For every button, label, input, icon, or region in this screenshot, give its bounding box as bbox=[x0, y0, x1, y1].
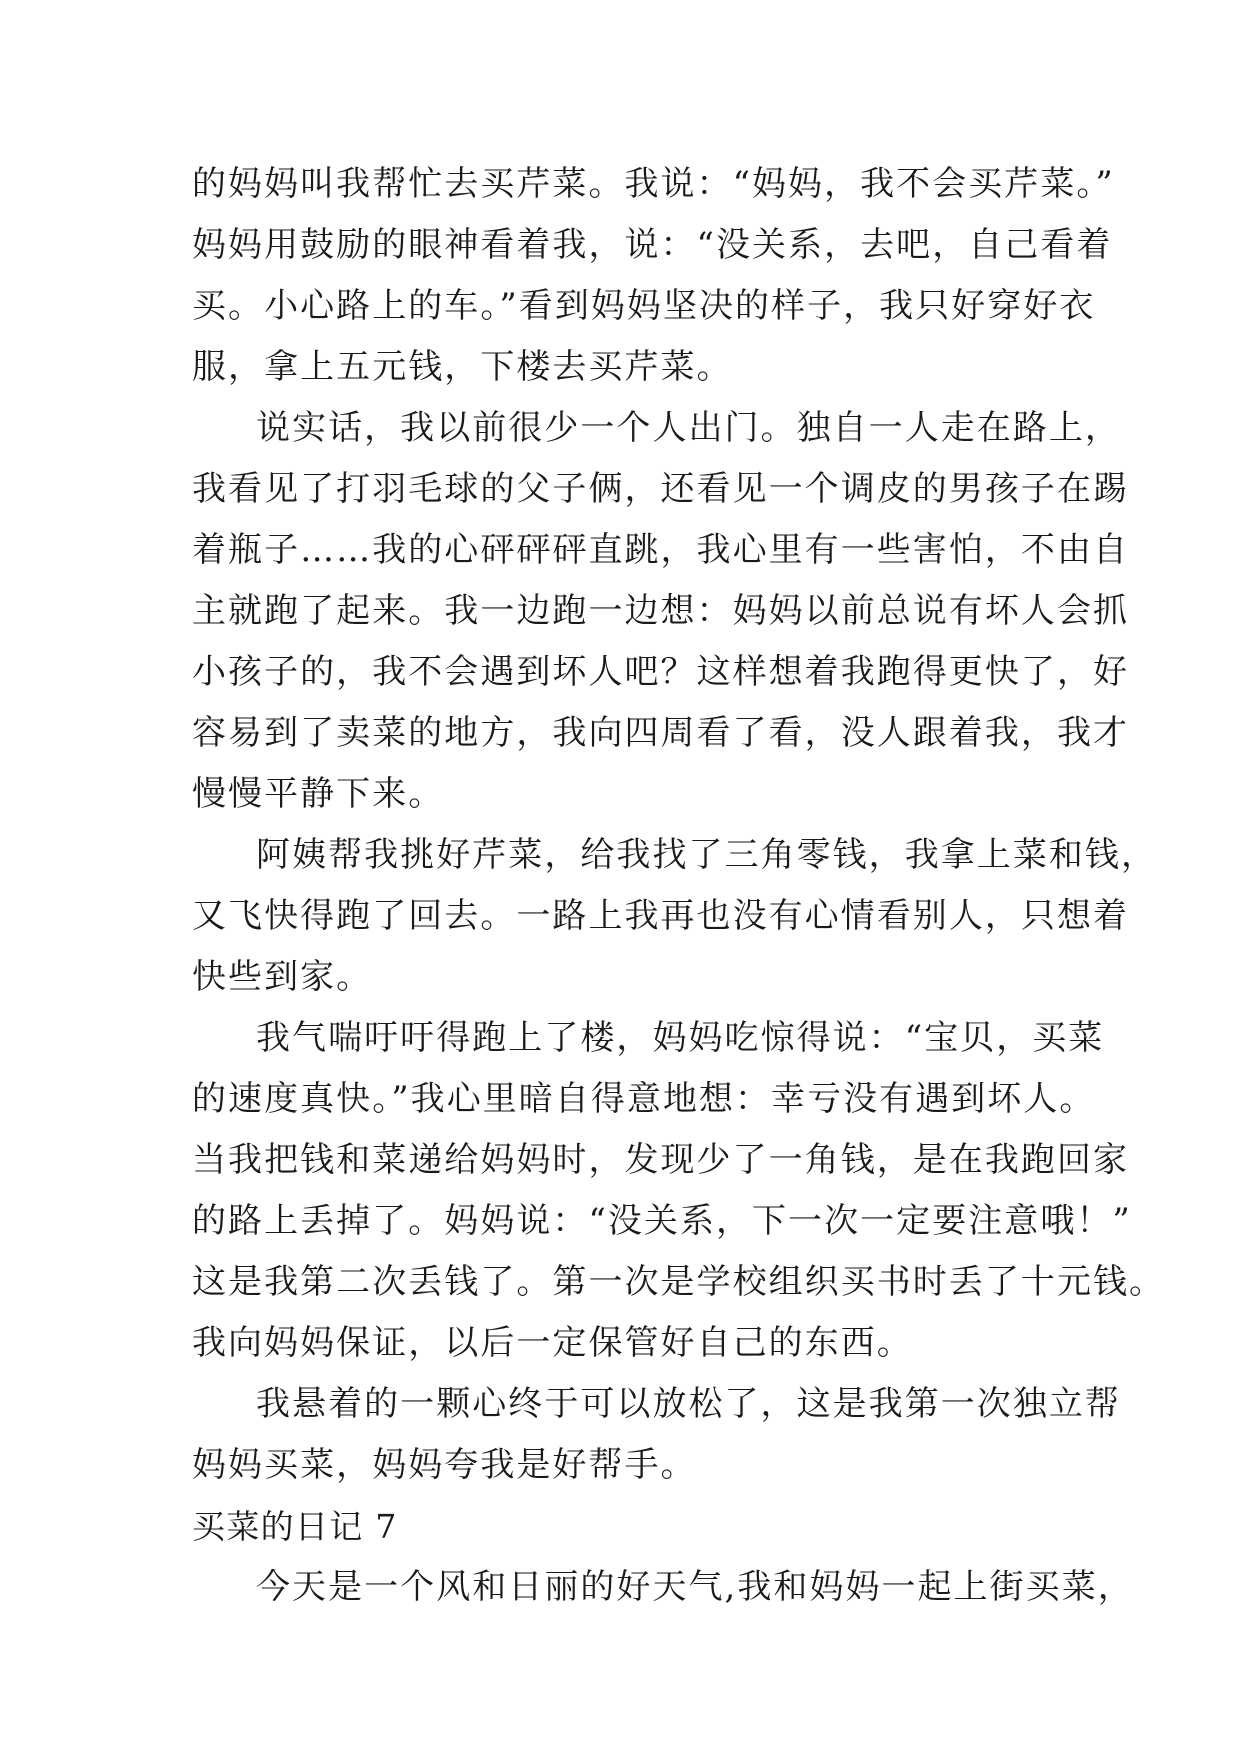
paragraph-first-line: 说实话，我以前很少一个人出门。独自一人走在路上， bbox=[256, 408, 1121, 448]
text-line: 的速度真快。”我心里暗自得意地想：幸亏没有遇到坏人。 bbox=[192, 1079, 1096, 1119]
paragraph-first-line: 阿姨帮我挑好芹菜，给我找了三角零钱，我拿上菜和钱， bbox=[256, 835, 1157, 875]
text-line: 快些到家。 bbox=[192, 957, 373, 997]
text-line: 的路上丢掉了。妈妈说：“没关系，下一次一定要注意哦！” bbox=[192, 1201, 1132, 1241]
paragraph-first-line: 我悬着的一颗心终于可以放松了，这是我第一次独立帮 bbox=[256, 1384, 1121, 1424]
text-line: 买。小心路上的车。”看到妈妈坚决的样子，我只好穿好衣 bbox=[192, 286, 1096, 326]
text-line: 又飞快得跑了回去。一路上我再也没有心情看别人，只想着 bbox=[192, 896, 1130, 936]
text-line: 我向妈妈保证，以后一定保管好自己的东西。 bbox=[192, 1323, 913, 1363]
text-line: 着瓶子……我的心砰砰砰直跳，我心里有一些害怕，不由自 bbox=[192, 530, 1130, 570]
document-body bbox=[192, 154, 1166, 1618]
text-line: 的妈妈叫我帮忙去买芹菜。我说：“妈妈，我不会买芹菜。” bbox=[192, 164, 1115, 204]
text-line: 这是我第二次丢钱了。第一次是学校组织买书时丢了十元钱。 bbox=[192, 1262, 1166, 1302]
text-line: 妈妈买菜，妈妈夸我是好帮手。 bbox=[192, 1445, 697, 1485]
text-line: 我看见了打羽毛球的父子俩，还看见一个调皮的男孩子在踢 bbox=[192, 469, 1130, 509]
paragraph-first-line: 今天是一个风和日丽的好天气,我和妈妈一起上街买菜， bbox=[256, 1567, 1134, 1607]
text-line: 当我把钱和菜递给妈妈时，发现少了一角钱，是在我跑回家 bbox=[192, 1140, 1130, 1180]
paragraph-first-line: 我气喘吁吁得跑上了楼，妈妈吃惊得说：“宝贝，买菜 bbox=[256, 1018, 1105, 1058]
text-line: 妈妈用鼓励的眼神看着我，说：“没关系，去吧，自己看着 bbox=[192, 225, 1113, 265]
text-line: 服，拿上五元钱，下楼去买芹菜。 bbox=[192, 347, 733, 387]
text-line: 主就跑了起来。我一边跑一边想：妈妈以前总说有坏人会抓 bbox=[192, 591, 1130, 631]
text-line: 慢慢平静下来。 bbox=[192, 774, 445, 814]
text-line: 小孩子的，我不会遇到坏人吧？这样想着我跑得更快了，好 bbox=[192, 652, 1130, 692]
text-line: 容易到了卖菜的地方，我向四周看了看，没人跟着我，我才 bbox=[192, 713, 1130, 753]
section-heading: 买菜的日记 7 bbox=[192, 1507, 398, 1546]
